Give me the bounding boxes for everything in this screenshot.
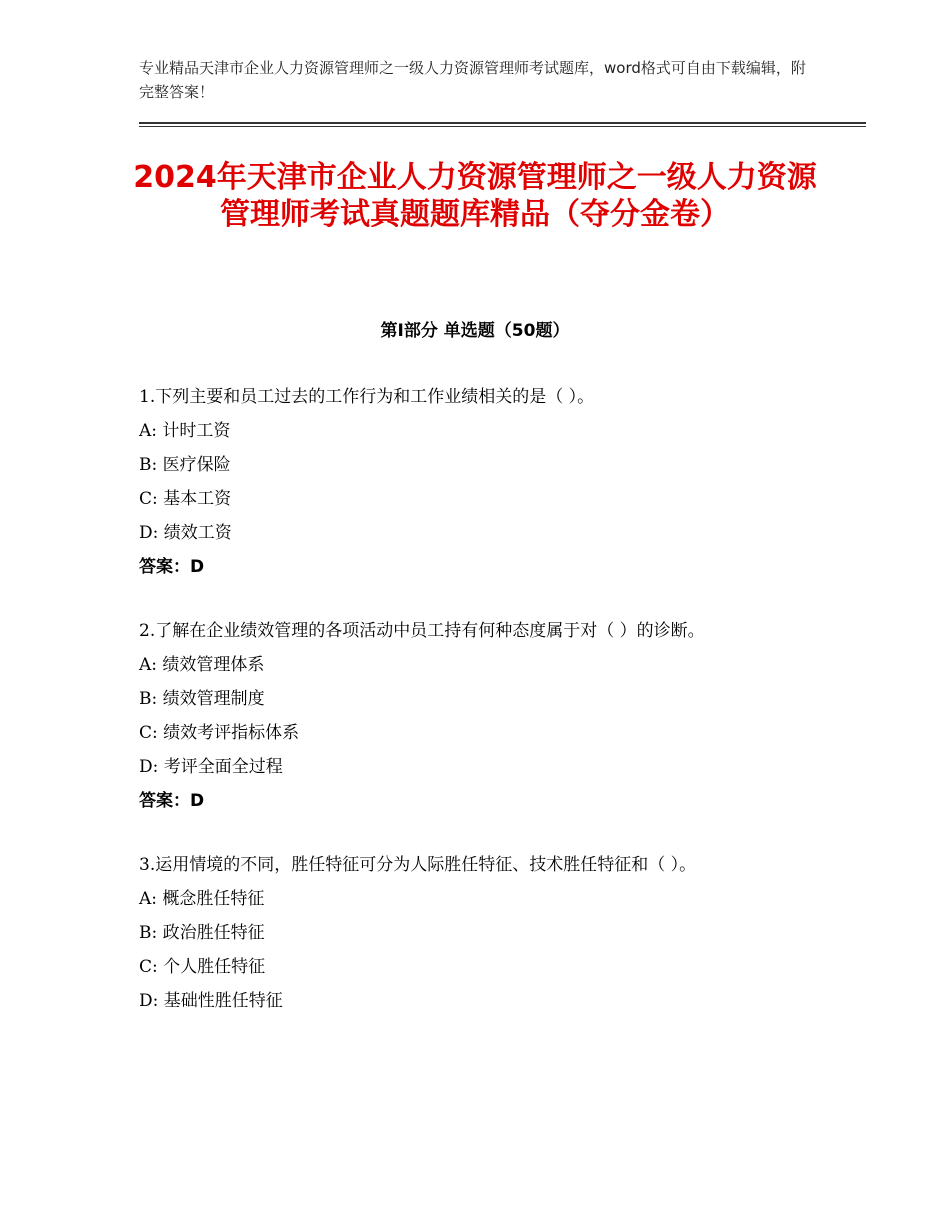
document-title: 2024年天津市企业人力资源管理师之一级人力资源管理师考试真题题库精品（夺分金卷） [133,160,817,232]
header-rule-thin [139,126,866,127]
option-d: D: 绩效工资 [139,523,232,543]
option-b: B: 医疗保险 [139,455,231,475]
header-rule-thick [139,122,866,124]
option-a: A: 概念胜任特征 [139,889,265,909]
answer: 答案：D [139,557,205,577]
question-stem: 1.下列主要和员工过去的工作行为和工作业绩相关的是（ ）。 [139,387,595,407]
option-c: C: 基本工资 [139,489,232,509]
option-b: B: 政治胜任特征 [139,923,265,943]
question-stem: 3.运用情境的不同，胜任特征可分为人际胜任特征、技术胜任特征和（ ）。 [139,855,697,875]
option-d: D: 考评全面全过程 [139,757,283,777]
answer: 答案：D [139,791,205,811]
option-c: C: 绩效考评指标体系 [139,723,300,743]
page-header: 专业精品天津市企业人力资源管理师之一级人力资源管理师考试题库，word格式可自由下载编辑，附完整答案！ [139,59,806,101]
question-list [139,380,819,1048]
option-d: D: 基础性胜任特征 [139,991,283,1011]
option-a: A: 绩效管理体系 [139,655,265,675]
option-a: A: 计时工资 [139,421,231,441]
section-title: 第Ⅰ部分 单选题（50题） [380,321,570,341]
question-stem: 2.了解在企业绩效管理的各项活动中员工持有何种态度属于对（ ）的诊断。 [139,621,705,641]
question-3 [139,848,819,1018]
option-c: C: 个人胜任特征 [139,957,266,977]
option-b: B: 绩效管理制度 [139,689,265,709]
question-2 [139,614,819,818]
question-1 [139,380,819,584]
